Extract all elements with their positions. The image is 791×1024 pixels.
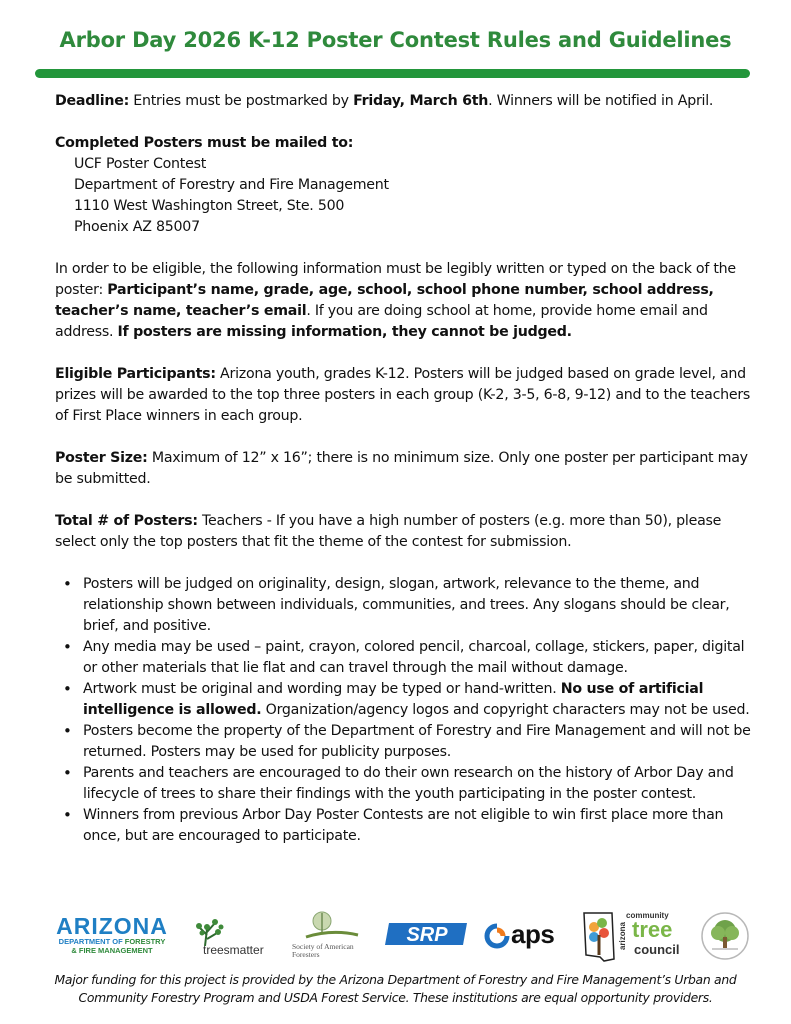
deadline-text-2: . Winners will be notified in April. [488, 93, 714, 109]
mailing-label: Completed Posters must be mailed to: [55, 135, 354, 151]
participants-paragraph [55, 364, 755, 427]
address-line: UCF Poster Contest [74, 156, 207, 172]
required-fields: Participant’s name, grade, age, school, school phone number, school address, teacher’s name, teacher’s email [55, 282, 714, 319]
arizona-forestry-logo [47, 915, 177, 957]
ai-rule-bold: No use of artificial intelligence is allowed. [83, 681, 704, 718]
poster-size-paragraph [55, 448, 755, 490]
arizona-community-tree-council-logo [582, 911, 686, 963]
rules-bullet-list [55, 574, 755, 847]
list-item: • Parents and teachers are encouraged to do their own research on the history of Arbor Day and lifecycle of trees to share their findings with the youth participating in the poster contest. [55, 763, 755, 805]
mailing-section [55, 133, 755, 238]
total-posters-text: Teachers - If you have a high number of posters (e.g. more than 50), please select only the top posters that fit the theme of the contest for submission. [55, 513, 722, 550]
srp-text: SRP [406, 924, 448, 946]
arbor-seal-logo [700, 911, 750, 961]
eligibility-text-2: . If you are doing school at home, provide home email and address. [55, 303, 708, 340]
page-title: Arbor Day 2026 K-12 Poster Contest Rules and Guidelines [59, 28, 732, 52]
actc-tree: tree [632, 917, 673, 942]
list-item: • Posters will be judged on originality, design, slogan, artwork, relevance to the theme, and relationship shown between individuals, communities, and trees. Any slogans should be clear, brief, and positive. [55, 574, 755, 637]
arizona-state-tree-icon [582, 911, 618, 963]
arizona-wordmark: ARIZONA [56, 913, 168, 939]
poster-size-text: Maximum of 12” x 16”; there is no minimum size. Only one poster per participant may be submitted. [55, 450, 748, 487]
az-dept-line-1: DEPARTMENT OF FORESTRY [58, 937, 166, 946]
az-dept-line-2: & FIRE MANAGEMENT [71, 946, 153, 955]
sponsor-logos [0, 905, 791, 965]
srp-logo [383, 921, 469, 947]
list-item: • Any media may be used – paint, crayon, colored pencil, charcoal, collage, stickers, paper, digital or other materials that lie flat and can travel through the mail without damage. [55, 637, 755, 679]
address-line: Phoenix AZ 85007 [74, 219, 200, 235]
saf-logo [292, 909, 372, 965]
ai-rule-text-2: Organization/agency logos and copyright characters may not be used. [261, 702, 750, 718]
missing-info-warning: If posters are missing information, they cannot be judged. [117, 324, 572, 340]
deadline-label: Deadline: [55, 93, 130, 109]
total-posters-paragraph [55, 511, 755, 553]
treesmatter-wordmark: treesmatter [203, 943, 264, 957]
treesmatter-logo [193, 917, 283, 961]
address-line: 1110 West Washington Street, Ste. 500 [74, 198, 345, 214]
tree-emblem-icon [292, 909, 372, 943]
actc-council: council [634, 942, 680, 957]
eligibility-text-1: In order to be eligible, the following information must be legibly written or typed on the back of the poster: [55, 261, 736, 298]
participants-text: Arizona youth, grades K-12. Posters will be judged based on grade level, and prizes will be awarded to the top three posters in each group (K-2, 3-5, 6-8, 9-12) and to the teachers of First Place winners in each group. [55, 366, 751, 424]
deadline-text-1: Entries must be postmarked by [129, 93, 354, 109]
ai-rule-text-1: Artwork must be original and wording may be typed or hand-written. [83, 681, 561, 697]
rules-body [55, 91, 755, 847]
deadline-paragraph [55, 91, 755, 112]
total-posters-label: Total # of Posters: [55, 513, 198, 529]
address-line: Department of Forestry and Fire Management [74, 177, 389, 193]
list-item: • Winners from previous Arbor Day Poster Contests are not eligible to win first place more than once, but are encouraged to participate. [55, 805, 755, 847]
deadline-date: Friday, March 6th [353, 93, 489, 109]
aps-swirl-icon [484, 923, 510, 951]
saf-wordmark: Society of American Foresters [292, 942, 354, 959]
title-underline-bar [35, 69, 750, 78]
poster-size-label: Poster Size: [55, 450, 148, 466]
actc-arizona-vertical: arizona [618, 922, 627, 951]
aps-logo [484, 919, 564, 953]
srp-wordmark [383, 921, 469, 947]
list-item: • Posters become the property of the Department of Forestry and Fire Management and will not be returned. Posters may be used for publicity purposes. [55, 721, 755, 763]
tree-seal-icon [700, 911, 750, 961]
list-item-ai-rule [55, 679, 755, 721]
funding-footer: Major funding for this project is provided by the Arizona Department of Forestry and Fire Management’s Urban and Community Forestry Program and USDA Forest Service. These institutions are equal opportunity providers. [54, 972, 737, 1005]
participants-label: Eligible Participants: [55, 366, 216, 382]
aps-wordmark: aps [511, 919, 555, 949]
actc-community: community [626, 911, 669, 920]
eligibility-info-paragraph [55, 259, 755, 343]
